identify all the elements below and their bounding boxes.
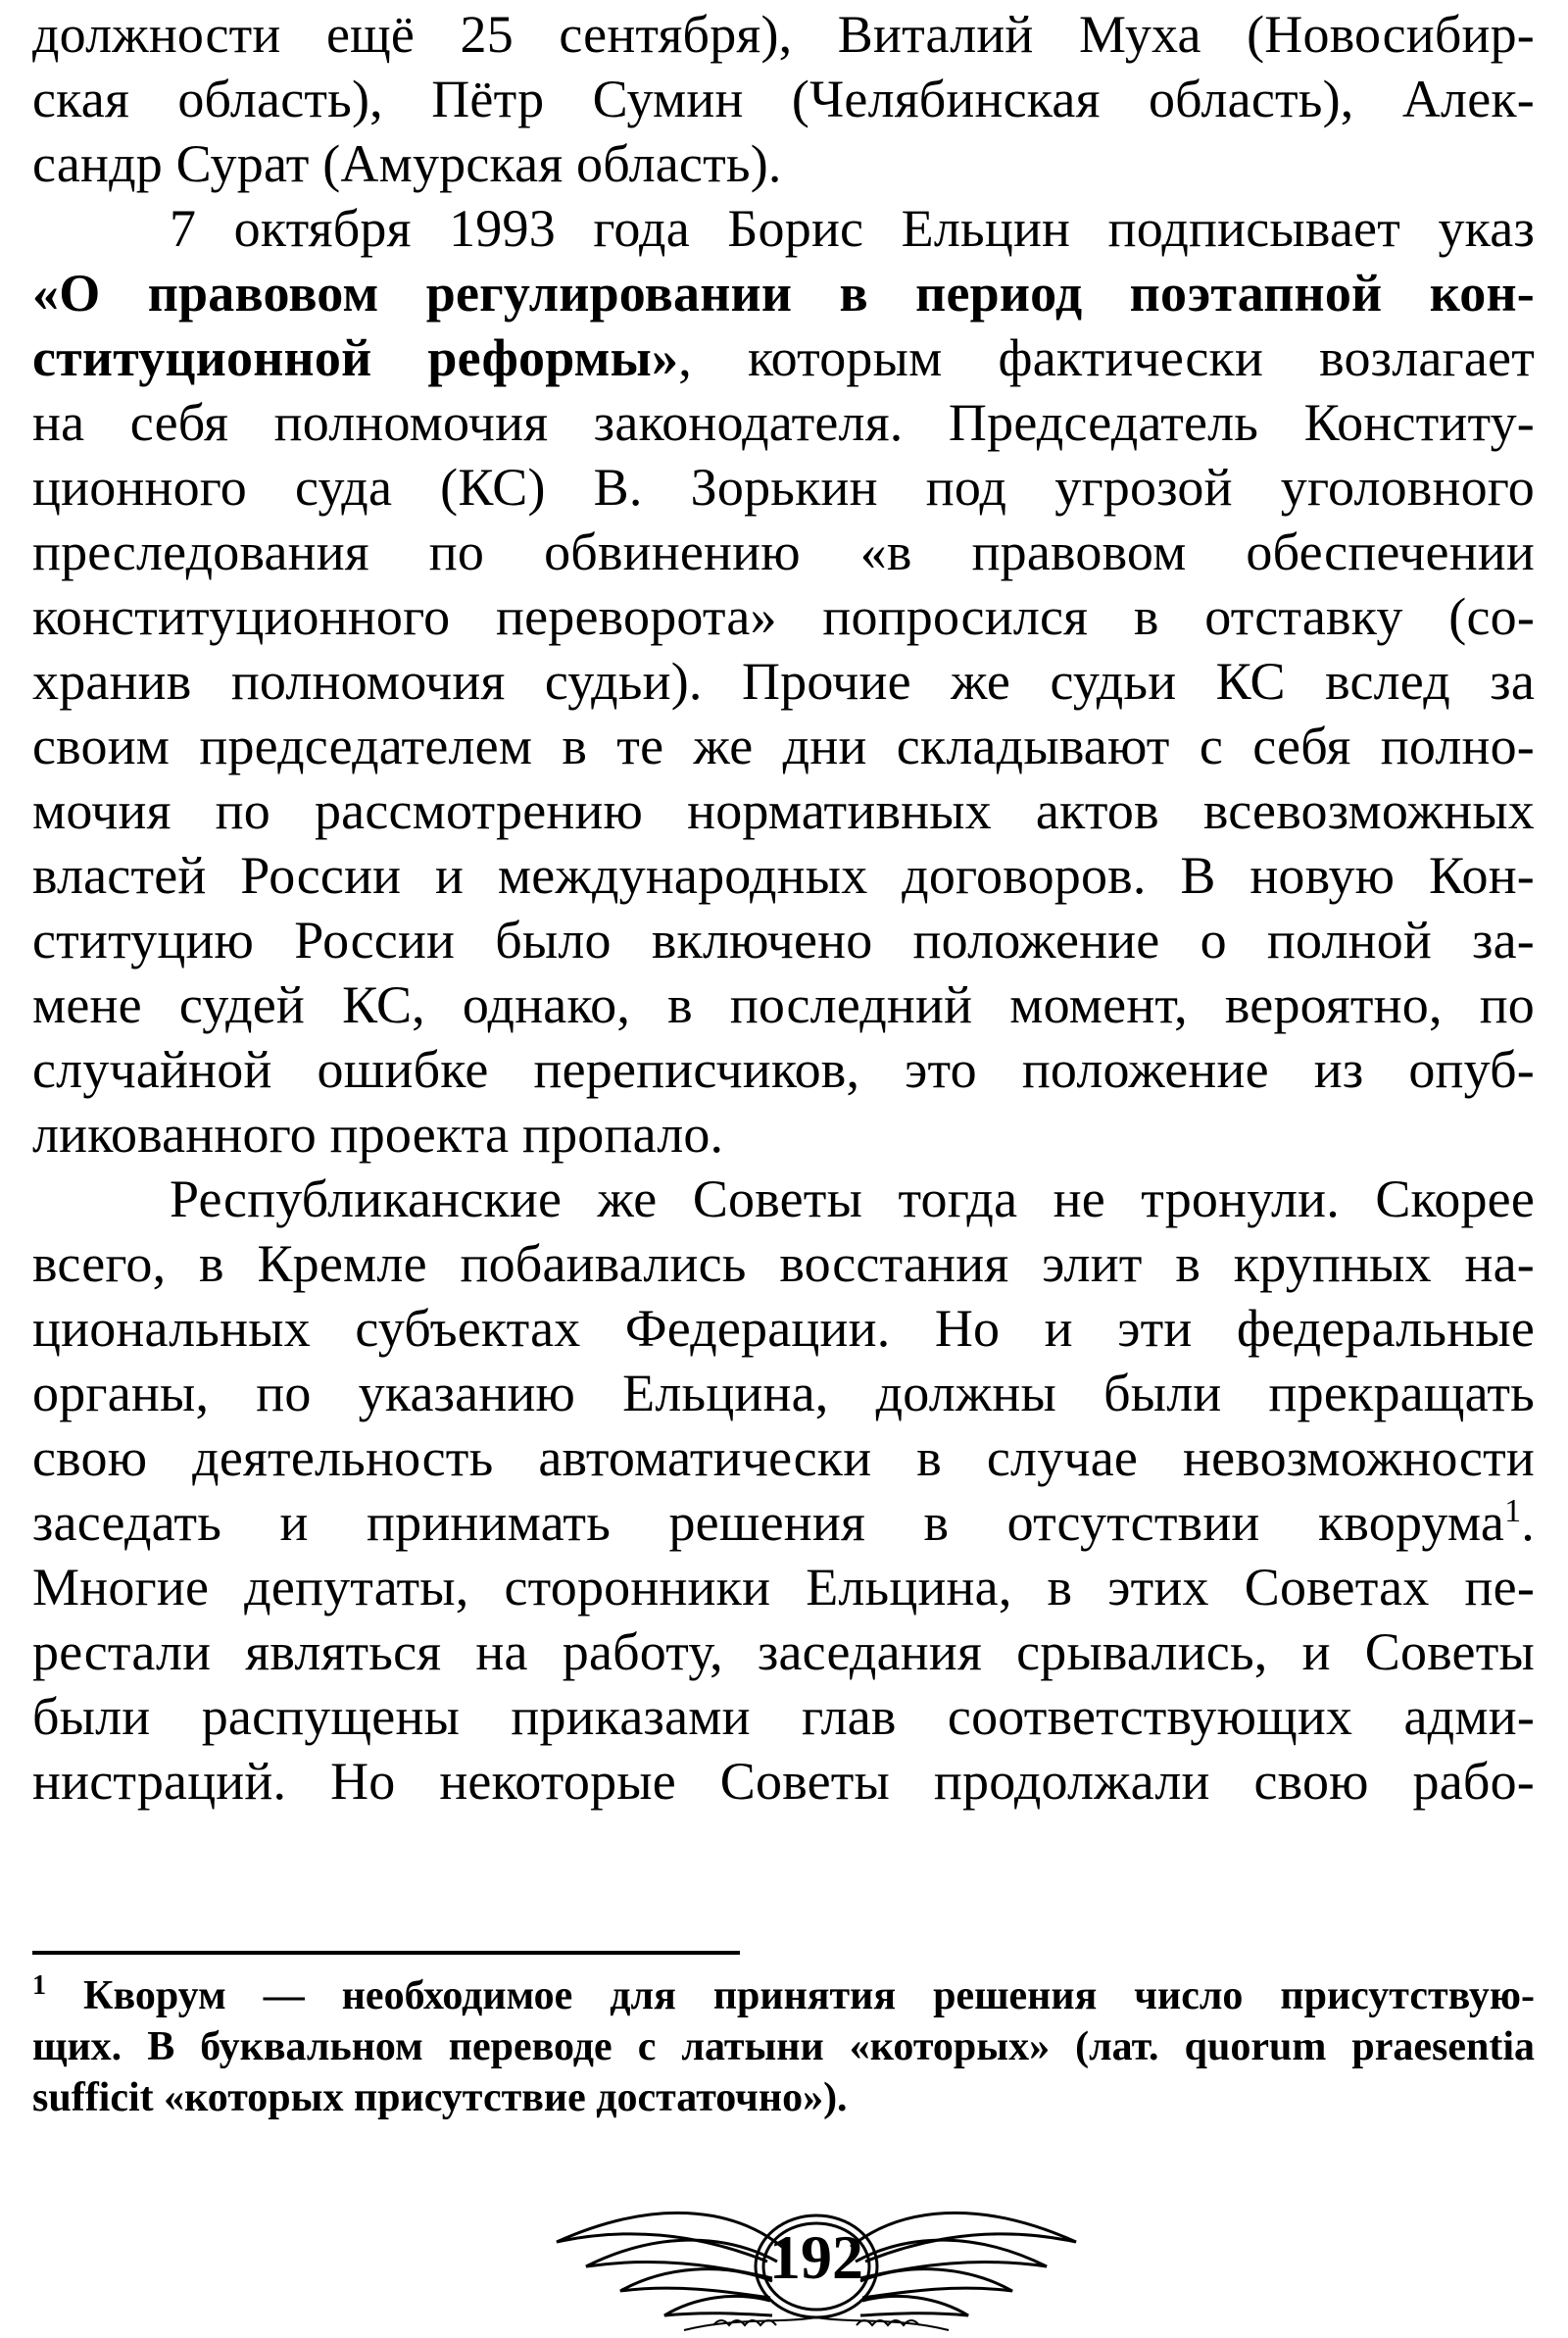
footnote-text: Кворум — необходимое для принятия решения число присутствую- xyxy=(46,1973,1535,2018)
text-line: циональных субъектах Федерации. Но и эти федеральные xyxy=(32,1299,1535,1358)
decree-title: ституционной реформы» xyxy=(32,328,679,387)
paragraph-start-line: 7 октября 1993 года Борис Ельцин подписывает указ xyxy=(170,199,1535,258)
text-line: должности ещё 25 сентября), Виталий Муха (Новосибир- xyxy=(32,5,1535,64)
text-line: ционного суда (КС) В. Зорькин под угрозой уголовного xyxy=(32,458,1535,517)
footnote-marker: 1 xyxy=(32,1970,46,2001)
text-line: на себя полномочия законодателя. Председатель Конститу- xyxy=(32,393,1535,452)
footnote-line: щих. В буквальном переводе с латыни «которых» (лат. quorum praesentia xyxy=(32,2024,1535,2069)
text-line: своим председателем в те же дни складывают с себя полно- xyxy=(32,717,1535,775)
page-number: 192 xyxy=(769,2222,863,2292)
paragraph-start-line: Республиканские же Советы тогда не тронули. Скорее xyxy=(170,1169,1535,1228)
footnote-line: sufficit «которых присутствие достаточно»). xyxy=(32,2075,848,2120)
text-line: рестали являться на работу, заседания срывались, и Советы xyxy=(32,1622,1535,1681)
decree-title: «О правовом регулировании в период поэтапной кон- xyxy=(32,264,1535,323)
text-line xyxy=(32,325,1535,390)
footnote-line xyxy=(32,1970,1535,2021)
text-line: хранив полномочия судьи). Прочие же судьи КС вслед за xyxy=(32,652,1535,711)
text-line: случайной ошибке переписчиков, это положение из опуб- xyxy=(32,1040,1535,1099)
footnote-divider xyxy=(32,1951,740,1955)
text-line: свою деятельность автоматически в случае невозможности xyxy=(32,1428,1535,1487)
text-line: ская область), Пётр Сумин (Челябинская область), Алек- xyxy=(32,70,1535,128)
text-line: всего, в Кремле побаивались восстания элит в крупных на- xyxy=(32,1234,1535,1293)
text-fragment: , которым фактически возлагает xyxy=(678,328,1535,387)
text-line: мочия по рассмотрению нормативных актов всевозможных xyxy=(32,781,1535,840)
book-page xyxy=(32,0,1535,2338)
text-line: нистраций. Но некоторые Советы продолжали свою рабо- xyxy=(32,1752,1535,1811)
text-line: преследования по обвинению «в правовом обеспечении xyxy=(32,522,1535,581)
text-line: Многие депутаты, сторонники Ельцина, в этих Советах пе- xyxy=(32,1558,1535,1617)
text-line: конституционного переворота» попросился в отставку (со- xyxy=(32,587,1535,646)
text-line: мене судей КС, однако, в последний момент, вероятно, по xyxy=(32,975,1535,1034)
text-line: органы, по указанию Ельцина, должны были прекращать xyxy=(32,1364,1535,1422)
text-line: властей России и международных договоров. В новую Кон- xyxy=(32,846,1535,905)
text-fragment: . xyxy=(1521,1493,1535,1552)
text-line: ликованного проекта пропало. xyxy=(32,1105,724,1164)
text-line: сандр Сурат (Амурская область). xyxy=(32,134,782,193)
text-line: были распущены приказами глав соответствующих адми- xyxy=(32,1687,1535,1746)
text-fragment: заседать и принимать решения в отсутствии кворума xyxy=(32,1493,1505,1552)
text-line: ституцию России было включено положение о полной за- xyxy=(32,911,1535,970)
text-line xyxy=(32,1490,1535,1555)
footnote-reference[interactable]: 1 xyxy=(1504,1493,1522,1529)
text-line xyxy=(32,261,1535,325)
